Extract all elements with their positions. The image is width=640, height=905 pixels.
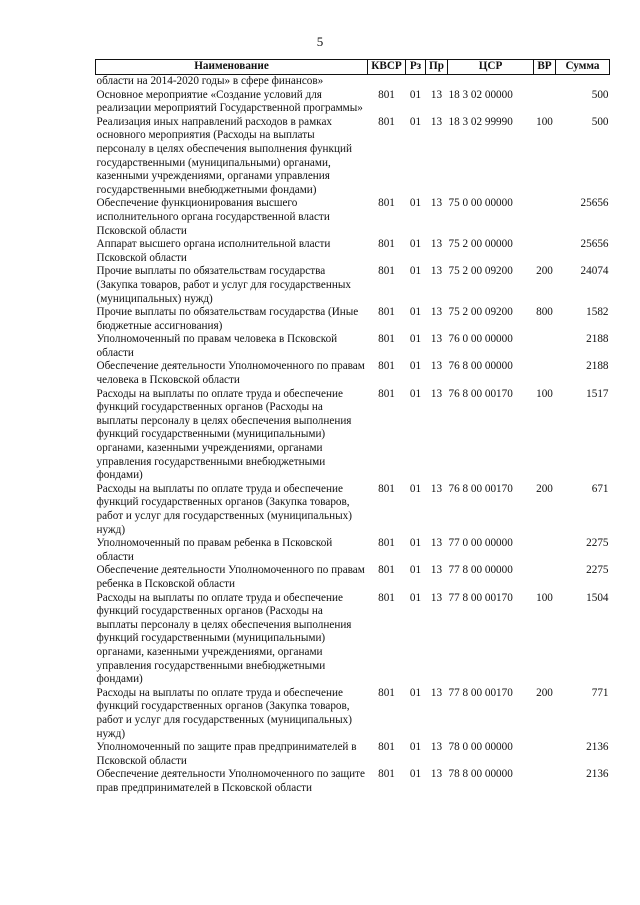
cell-rz: 01 [409, 686, 422, 699]
cell-kvsr: 801 [378, 768, 395, 781]
cell-csr: 75 2 00 00000 [448, 238, 513, 251]
cell-sum [556, 75, 610, 89]
cell-pr: 13 [430, 741, 443, 754]
cell-kvsr: 801 [378, 537, 395, 550]
cell-sum: 1582 [586, 306, 609, 319]
cell-kvsr: 801 [378, 88, 395, 101]
cell-rz: 01 [409, 115, 422, 128]
cell-csr: 18 3 02 00000 [448, 88, 513, 101]
cell-csr: 77 8 00 00170 [448, 686, 513, 699]
cell-rz: 01 [409, 768, 422, 781]
cell-name: Обеспечение деятельности Уполномоченного по защите прав предпринимателей в Псковской области [96, 768, 365, 794]
table-row [96, 564, 610, 591]
table-row [96, 768, 610, 795]
table-row [96, 687, 610, 741]
cell-csr: 75 2 00 09200 [448, 306, 513, 319]
table-row [96, 116, 610, 198]
cell-kvsr: 801 [378, 387, 395, 400]
cell-sum: 2136 [586, 768, 609, 781]
cell-name: Основное мероприятие «Создание условий для реализации мероприятий Государственной программы» [96, 88, 363, 115]
cell-sum: 1504 [586, 591, 609, 604]
table-row [96, 265, 610, 306]
cell-sum: 2188 [586, 360, 609, 373]
cell-vr [534, 333, 556, 360]
cell-sum: 25656 [580, 238, 609, 251]
cell-vr [534, 741, 556, 768]
table-row [96, 537, 610, 564]
cell-sum: 671 [591, 482, 609, 495]
cell-vr [534, 238, 556, 265]
cell-pr: 13 [430, 482, 443, 495]
cell-vr: 100 [536, 591, 553, 604]
cell-sum: 500 [591, 115, 609, 128]
table-row [96, 197, 610, 238]
cell-name: Уполномоченный по правам человека в Псковской области [96, 333, 338, 359]
table-row [96, 238, 610, 265]
header-sum: Сумма [556, 60, 610, 75]
cell-kvsr: 801 [378, 741, 395, 754]
header-vr: ВР [534, 60, 556, 75]
cell-rz: 01 [409, 88, 422, 101]
cell-kvsr: 801 [378, 482, 395, 495]
cell-rz: 01 [409, 387, 422, 400]
cell-name: области на 2014-2020 годы» в сфере финансов» [96, 75, 324, 87]
cell-sum: 771 [591, 686, 609, 699]
cell-rz: 01 [409, 265, 422, 278]
cell-vr [534, 89, 556, 116]
cell-rz: 01 [409, 482, 422, 495]
cell-pr: 13 [430, 238, 443, 251]
cell-pr: 13 [430, 333, 443, 346]
cell-rz: 01 [409, 741, 422, 754]
cell-name: Уполномоченный по защите прав предпринимателей в Псковской области [96, 741, 357, 767]
cell-pr: 13 [430, 686, 443, 699]
cell-csr: 76 0 00 00000 [448, 333, 513, 346]
cell-kvsr: 801 [378, 686, 395, 699]
cell-vr [534, 537, 556, 564]
table-row [96, 306, 610, 333]
table-row [96, 388, 610, 483]
cell-sum: 2188 [586, 333, 609, 346]
cell-csr: 18 3 02 99990 [448, 115, 513, 128]
cell-kvsr: 801 [378, 197, 395, 210]
cell-vr: 200 [536, 686, 553, 699]
cell-sum: 500 [591, 88, 609, 101]
cell-csr: 76 8 00 00170 [448, 387, 513, 400]
cell-name: Реализация иных направлений расходов в рамках основного мероприятия (Расходы на выплаты персоналу в целях обеспечения выполнения функций государственными (муниципальными) органами, казенными учреждениями, органами управления государственными внебюджетными фондами) [96, 115, 352, 196]
header-csr: ЦСР [448, 60, 534, 75]
cell-rz: 01 [409, 333, 422, 346]
cell-rz [406, 75, 426, 89]
table-row [96, 741, 610, 768]
cell-vr: 200 [536, 265, 553, 278]
table-body [96, 75, 610, 796]
cell-vr: 800 [536, 306, 553, 319]
table-row [96, 592, 610, 687]
cell-csr: 75 2 00 09200 [448, 265, 513, 278]
cell-pr: 13 [430, 88, 443, 101]
cell-kvsr: 801 [378, 360, 395, 373]
cell-pr: 13 [430, 360, 443, 373]
cell-pr: 13 [430, 265, 443, 278]
cell-name: Обеспечение деятельности Уполномоченного по правам человека в Псковской области [96, 360, 365, 387]
budget-table [95, 59, 610, 795]
cell-vr [534, 564, 556, 591]
cell-kvsr [368, 75, 406, 89]
cell-name: Уполномоченный по правам ребенка в Псковской области [96, 537, 333, 563]
cell-pr: 13 [430, 115, 443, 128]
table-header-row [96, 60, 610, 75]
cell-vr [534, 75, 556, 89]
cell-rz: 01 [409, 564, 422, 577]
cell-rz: 01 [409, 238, 422, 251]
cell-pr [426, 75, 448, 89]
cell-pr: 13 [430, 197, 443, 210]
cell-pr: 13 [430, 306, 443, 319]
cell-kvsr: 801 [378, 115, 395, 128]
cell-kvsr: 801 [378, 265, 395, 278]
cell-vr [534, 360, 556, 387]
cell-csr [448, 75, 534, 89]
table-row [96, 75, 610, 89]
cell-pr: 13 [430, 591, 443, 604]
cell-kvsr: 801 [378, 333, 395, 346]
table-row [96, 360, 610, 387]
cell-pr: 13 [430, 768, 443, 781]
cell-rz: 01 [409, 197, 422, 210]
cell-csr: 76 8 00 00170 [448, 482, 513, 495]
cell-kvsr: 801 [378, 238, 395, 251]
cell-csr: 77 8 00 00000 [448, 564, 513, 577]
table-row [96, 333, 610, 360]
cell-rz: 01 [409, 360, 422, 373]
cell-name: Расходы на выплаты по оплате труда и обеспечение функций государственных органов (Расходы на выплаты персоналу в целях обеспечения выполнения функций государственными (муниципальными) органами, казенными учреждениями, органами управления государственными внебюджетными фондами) [96, 591, 352, 686]
cell-csr: 77 8 00 00170 [448, 591, 513, 604]
cell-name: Обеспечение функционирования высшего исполнительного органа государственной власти Псковской области [96, 197, 330, 237]
cell-name: Прочие выплаты по обязательствам государства (Иные бюджетные ассигнования) [96, 306, 359, 332]
header-pr: Пр [426, 60, 448, 75]
cell-name: Расходы на выплаты по оплате труда и обеспечение функций государственных органов (Закупка товаров, работ и услуг для государственных (муниципальных) нужд) [96, 482, 352, 536]
cell-sum: 2136 [586, 741, 609, 754]
header-name: Наименование [96, 60, 368, 75]
cell-sum: 25656 [580, 197, 609, 210]
cell-csr: 78 8 00 00000 [448, 768, 513, 781]
cell-sum: 2275 [586, 564, 609, 577]
table-row [96, 89, 610, 116]
cell-kvsr: 801 [378, 564, 395, 577]
cell-kvsr: 801 [378, 591, 395, 604]
cell-csr: 75 0 00 00000 [448, 197, 513, 210]
cell-vr [534, 768, 556, 795]
cell-vr: 100 [536, 115, 553, 128]
cell-name: Расходы на выплаты по оплате труда и обеспечение функций государственных органов (Расходы на выплаты персоналу в целях обеспечения выполнения функций государственными (муниципальными) органами, казенными учреждениями, органами управления государственными внебюджетными фондами) [96, 387, 352, 482]
cell-rz: 01 [409, 306, 422, 319]
header-kvsr: КВСР [368, 60, 406, 75]
cell-name: Расходы на выплаты по оплате труда и обеспечение функций государственных органов (Закупка товаров, работ и услуг для государственных (муниципальных) нужд) [96, 686, 352, 740]
page-number: 5 [316, 34, 324, 49]
table-row [96, 483, 610, 537]
cell-pr: 13 [430, 387, 443, 400]
cell-vr [534, 197, 556, 238]
cell-sum: 2275 [586, 537, 609, 550]
cell-rz: 01 [409, 591, 422, 604]
cell-vr: 100 [536, 387, 553, 400]
cell-name: Аппарат высшего органа исполнительной власти Псковской области [96, 238, 331, 264]
cell-pr: 13 [430, 564, 443, 577]
cell-rz: 01 [409, 537, 422, 550]
cell-sum: 24074 [580, 265, 609, 278]
header-rz: Рз [406, 60, 426, 75]
cell-csr: 77 0 00 00000 [448, 537, 513, 550]
cell-name: Прочие выплаты по обязательствам государства (Закупка товаров, работ и услуг для государственных (муниципальных) нужд) [96, 265, 351, 305]
cell-pr: 13 [430, 537, 443, 550]
cell-kvsr: 801 [378, 306, 395, 319]
cell-vr: 200 [536, 482, 553, 495]
cell-csr: 78 0 00 00000 [448, 741, 513, 754]
cell-csr: 76 8 00 00000 [448, 360, 513, 373]
cell-name: Обеспечение деятельности Уполномоченного по правам ребенка в Псковской области [96, 564, 365, 590]
cell-sum: 1517 [586, 387, 609, 400]
